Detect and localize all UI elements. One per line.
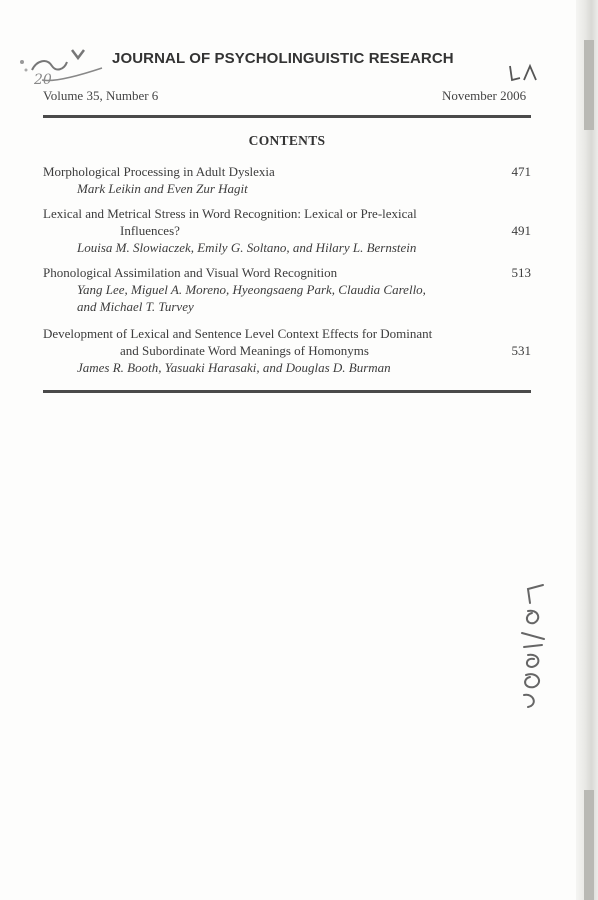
article-title: Morphological Processing in Adult Dyslexia (43, 164, 275, 179)
top-rule (43, 115, 531, 118)
page-spine-edge (576, 0, 598, 900)
toc-entry[interactable] (43, 163, 531, 197)
article-title: Development of Lexical and Sentence Level Context Effects for Dominant (43, 326, 433, 341)
article-authors: Yang Lee, Miguel A. Moreno, Hyeongsaeng Park, Claudia Carello, (77, 282, 426, 297)
handwritten-corner-mark (506, 62, 540, 84)
article-title: Lexical and Metrical Stress in Word Recognition: Lexical or Pre-lexical (43, 206, 417, 221)
spine-mark (584, 790, 594, 900)
page-number: 471 (511, 164, 531, 179)
article-title-continued: and Subordinate Word Meanings of Homonyms (120, 343, 369, 358)
handwritten-date-annotation (498, 575, 558, 715)
journal-title: JOURNAL OF PSYCHOLINGUISTIC RESEARCH (112, 50, 454, 67)
spine-mark (584, 40, 594, 130)
contents-heading: CONTENTS (248, 133, 326, 148)
article-title: Phonological Assimilation and Visual Word Recognition (43, 265, 338, 280)
article-authors-continued: and Michael T. Turvey (77, 299, 194, 314)
article-authors: James R. Booth, Yasuaki Harasaki, and Douglas D. Burman (77, 360, 391, 375)
volume-number: Volume 35, Number 6 (43, 88, 159, 103)
article-authors: Louisa M. Slowiaczek, Emily G. Soltano, and Hilary L. Bernstein (77, 240, 417, 255)
publisher-logo-stamp (12, 40, 110, 90)
article-authors: Mark Leikin and Even Zur Hagit (77, 181, 248, 196)
page-number: 491 (511, 223, 531, 238)
toc-entry[interactable] (43, 325, 531, 376)
svg-text:20: 20 (34, 72, 52, 88)
bottom-rule (43, 390, 531, 393)
issue-date: November 2006 (442, 88, 527, 103)
article-title-continued: Influences? (120, 223, 180, 238)
toc-entry[interactable] (43, 205, 531, 256)
page-number: 531 (511, 343, 531, 358)
page-number: 513 (511, 265, 531, 280)
toc-entry[interactable] (43, 264, 531, 315)
